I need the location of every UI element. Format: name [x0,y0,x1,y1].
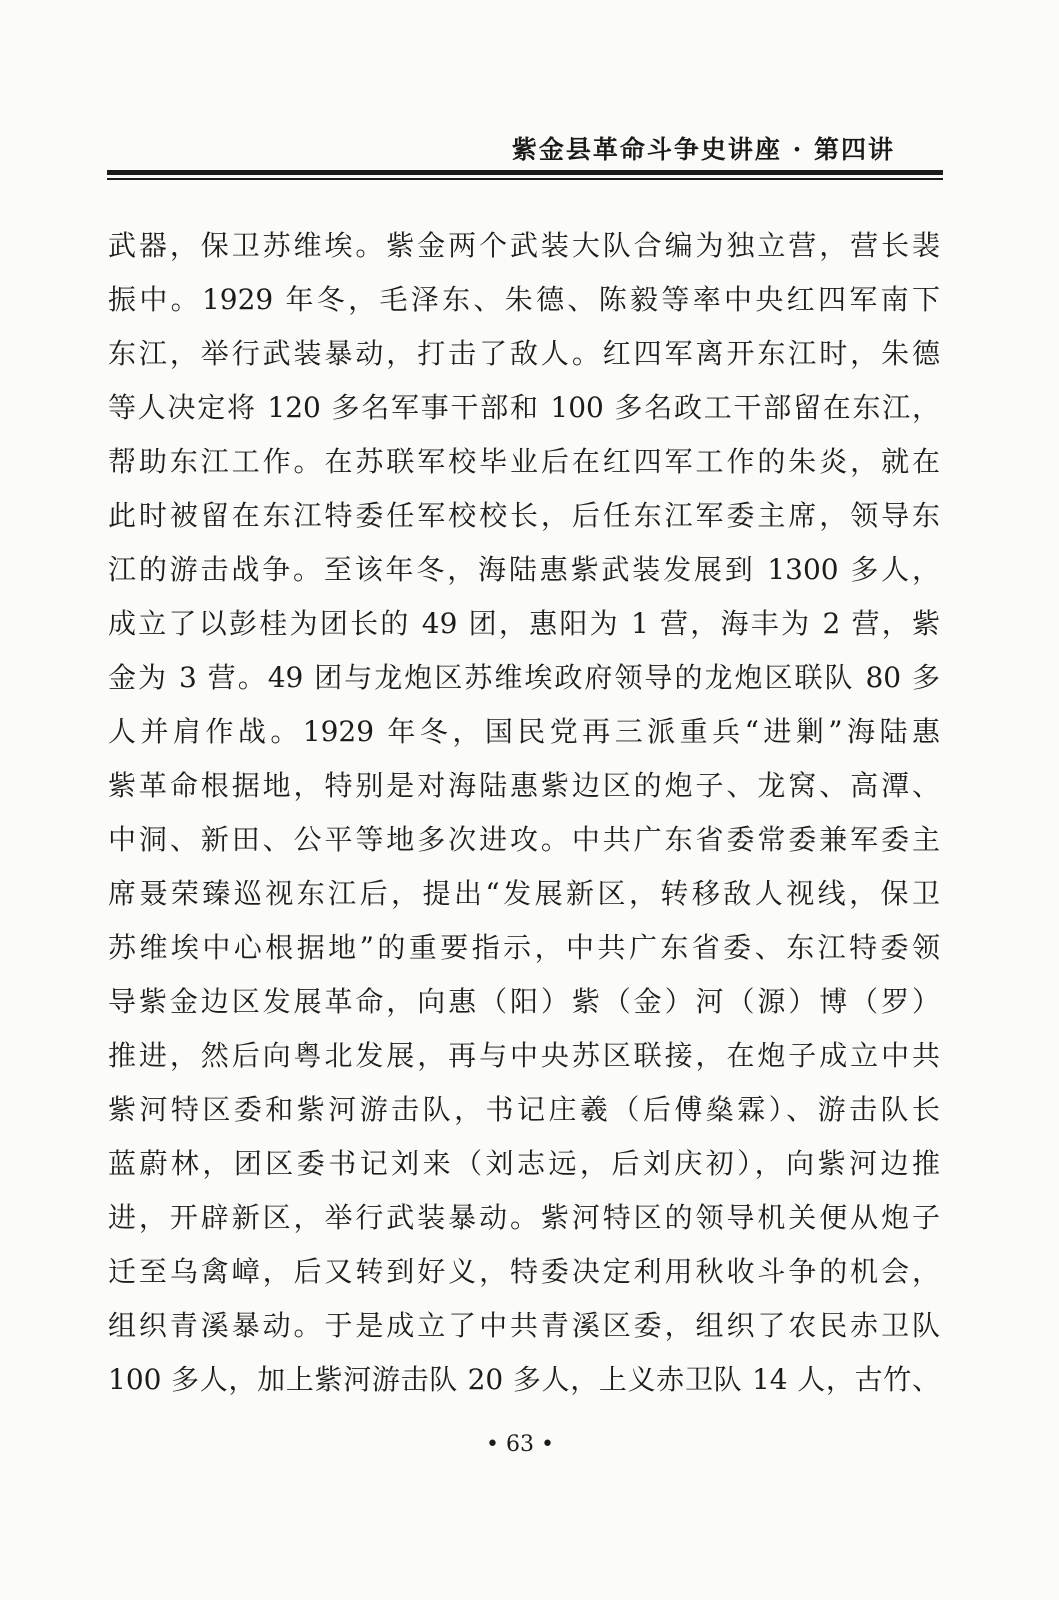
page-number: • 63 • [486,1432,554,1457]
text-line: 江的游击战争。至该年冬，海陆惠紫武装发展到 1300 多人， [108,553,940,586]
text-line: 席聂荣臻巡视东江后，提出“发展新区，转移敌人视线，保卫 [108,877,940,910]
text-line: 成立了以彭桂为团长的 49 团，惠阳为 1 营，海丰为 2 营，紫 [108,607,940,640]
text-line: 蓝蔚林，团区委书记刘来（刘志远，后刘庆初），向紫河边推 [108,1147,940,1180]
text-line: 金为 3 营。49 团与龙炮区苏维埃政府领导的龙炮区联队 80 多 [108,661,940,694]
text-line: 紫河特区委和紫河游击队，书记庄羲（后傅燊霖）、游击队长 [108,1093,940,1126]
text-line: 东江，举行武装暴动，打击了敌人。红四军离开东江时，朱德 [108,337,940,370]
running-header: 紫金县革命斗争史讲座 · 第四讲 [511,135,895,164]
text-line: 紫革命根据地，特别是对海陆惠紫边区的炮子、龙窝、高潭、 [108,769,940,802]
header-rule-thick [107,170,943,175]
header-rule-thin [107,178,943,180]
text-line: 进，开辟新区，举行武装暴动。紫河特区的领导机关便从炮子 [108,1201,940,1234]
text-line: 武器，保卫苏维埃。紫金两个武装大队合编为独立营，营长裴 [108,229,940,262]
body-text [108,219,940,1407]
text-line: 人并肩作战。1929 年冬，国民党再三派重兵“进剿”海陆惠 [108,715,940,748]
text-line: 中洞、新田、公平等地多次进攻。中共广东省委常委兼军委主 [108,823,940,856]
text-line: 帮助东江工作。在苏联军校毕业后在红四军工作的朱炎，就在 [108,445,940,478]
text-line: 迁至乌禽嶂，后又转到好义，特委决定利用秋收斗争的机会， [108,1255,940,1288]
text-line: 振中。1929 年冬，毛泽东、朱德、陈毅等率中央红四军南下 [108,283,940,316]
text-line: 此时被留在东江特委任军校校长，后任东江军委主席，领导东 [108,499,940,532]
text-line: 组织青溪暴动。于是成立了中共青溪区委，组织了农民赤卫队 [108,1309,940,1342]
text-line: 苏维埃中心根据地”的重要指示，中共广东省委、东江特委领 [108,931,940,964]
text-line: 100 多人，加上紫河游击队 20 多人，上义赤卫队 14 人，古竹、 [108,1363,940,1396]
text-line: 导紫金边区发展革命，向惠（阳）紫（金）河（源）博（罗） [108,985,940,1018]
text-line: 推进，然后向粤北发展，再与中央苏区联接，在炮子成立中共 [108,1039,940,1072]
text-line: 等人决定将 120 多名军事干部和 100 多名政工干部留在东江， [108,391,940,424]
